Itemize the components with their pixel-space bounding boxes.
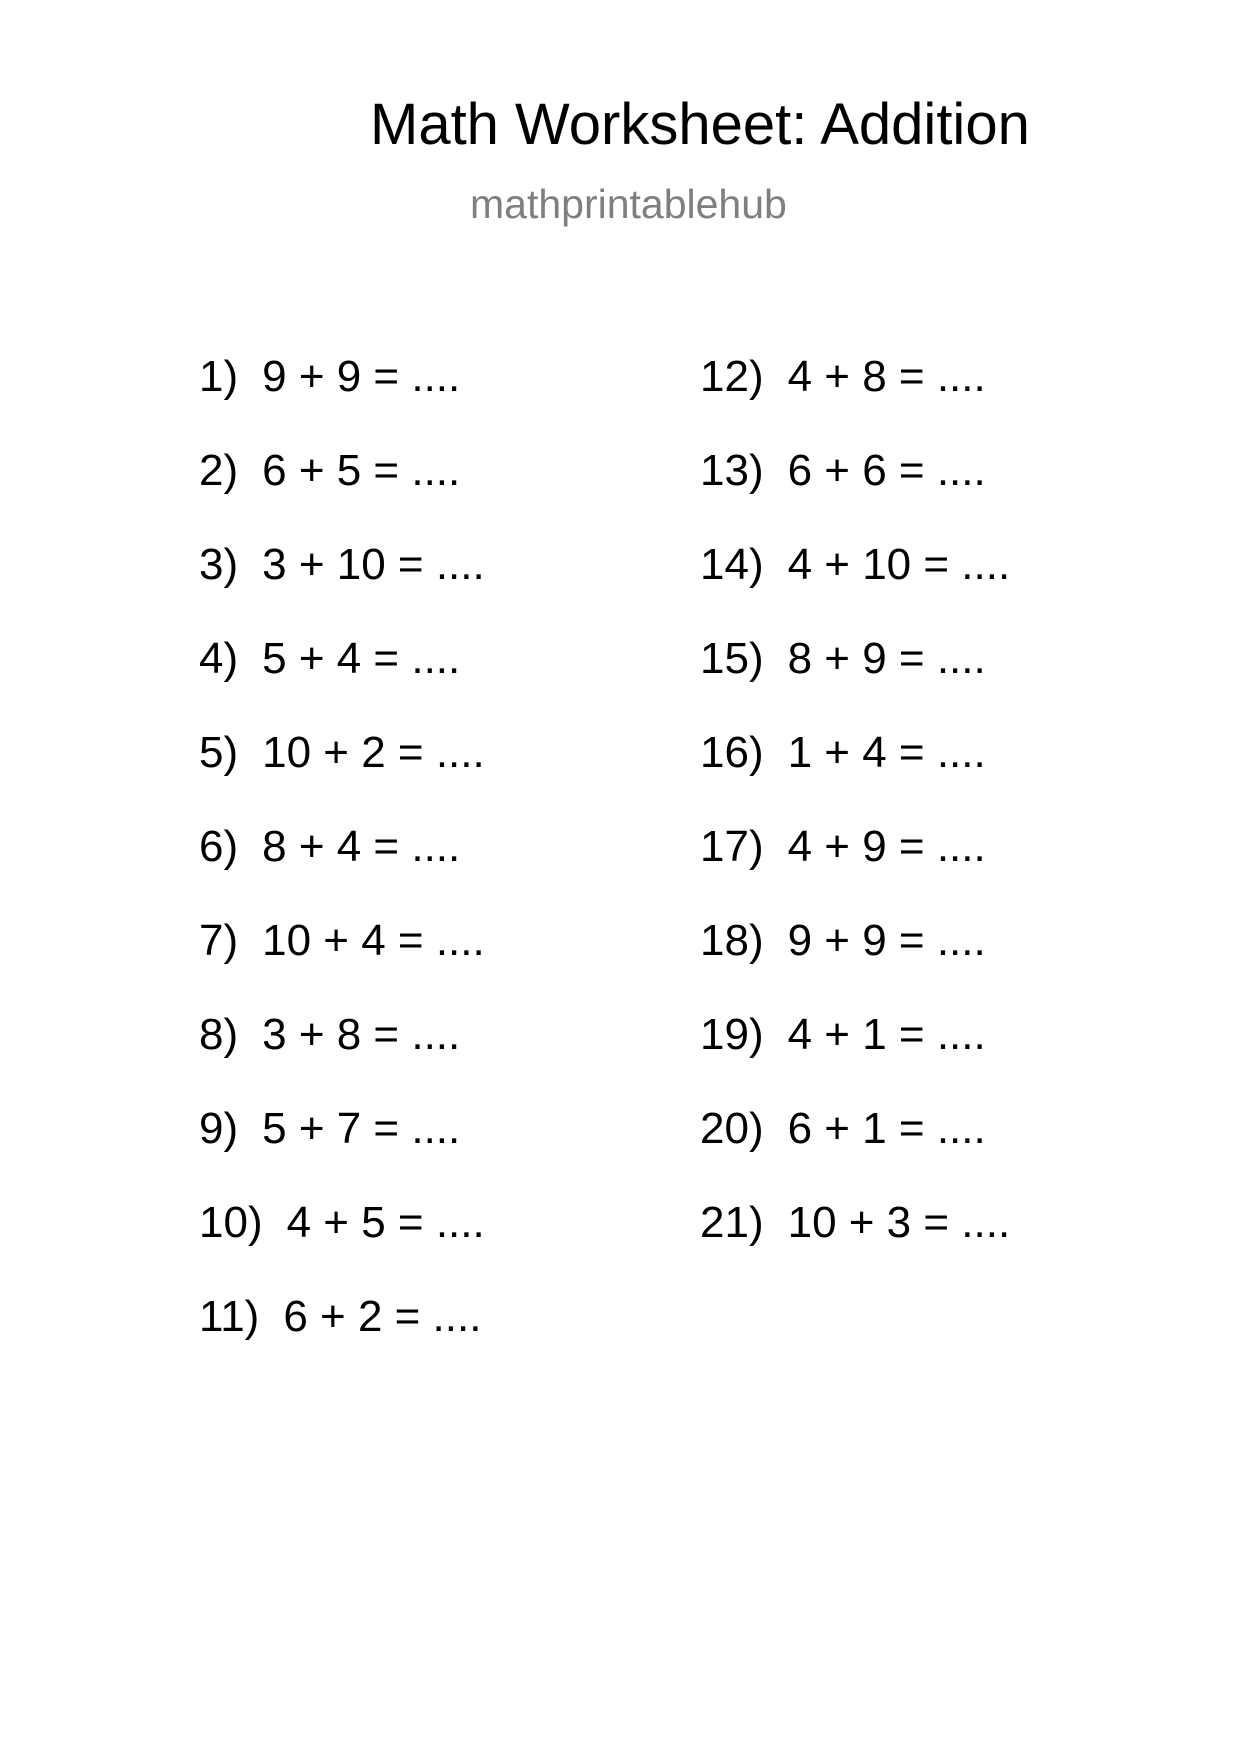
problem-expression: 3 + 8 = .... bbox=[262, 1010, 461, 1059]
problem-item bbox=[199, 1104, 461, 1153]
problem-expression: 10 + 4 = .... bbox=[262, 916, 485, 965]
problem-number: 19) bbox=[700, 1010, 764, 1059]
problem-expression: 8 + 9 = .... bbox=[787, 634, 986, 683]
problem-number: 5) bbox=[199, 728, 239, 777]
problem-expression: 9 + 9 = .... bbox=[262, 352, 461, 401]
problem-expression: 6 + 1 = .... bbox=[787, 1104, 986, 1153]
page-subtitle: mathprintablehub bbox=[470, 181, 787, 227]
problem-expression: 3 + 10 = .... bbox=[262, 540, 485, 589]
problem-expression: 6 + 6 = .... bbox=[787, 446, 986, 495]
problem-expression: 4 + 5 = .... bbox=[286, 1198, 485, 1247]
problem-expression: 8 + 4 = .... bbox=[262, 822, 461, 871]
problem-item bbox=[700, 728, 986, 777]
problem-item bbox=[199, 728, 485, 777]
problem-item bbox=[199, 1198, 485, 1247]
problem-item bbox=[199, 634, 461, 683]
problem-item bbox=[700, 634, 986, 683]
problem-expression: 4 + 9 = .... bbox=[787, 822, 986, 871]
problem-number: 18) bbox=[700, 916, 764, 965]
problem-expression: 9 + 9 = .... bbox=[787, 916, 986, 965]
problem-number: 20) bbox=[700, 1104, 764, 1153]
problem-number: 8) bbox=[199, 1010, 239, 1059]
problem-item bbox=[199, 916, 485, 965]
problem-expression: 5 + 7 = .... bbox=[262, 1104, 461, 1153]
problem-expression: 4 + 1 = .... bbox=[787, 1010, 986, 1059]
problem-expression: 4 + 8 = .... bbox=[787, 352, 986, 401]
problem-item bbox=[199, 1292, 482, 1341]
problem-expression: 6 + 5 = .... bbox=[262, 446, 461, 495]
problem-expression: 10 + 3 = .... bbox=[787, 1198, 1011, 1247]
problem-item bbox=[700, 1104, 986, 1153]
problem-item bbox=[700, 352, 986, 401]
problem-expression: 5 + 4 = .... bbox=[262, 634, 461, 683]
problem-item bbox=[199, 540, 485, 589]
problem-expression: 6 + 2 = .... bbox=[283, 1292, 482, 1341]
problem-expression: 1 + 4 = .... bbox=[787, 728, 986, 777]
problem-number: 17) bbox=[700, 822, 764, 871]
problem-expression: 4 + 10 = .... bbox=[787, 540, 1011, 589]
problem-item bbox=[199, 446, 461, 495]
problem-number: 2) bbox=[199, 446, 239, 495]
problem-number: 11) bbox=[199, 1292, 260, 1341]
problem-number: 6) bbox=[199, 822, 239, 871]
problem-item bbox=[700, 1198, 1011, 1247]
problem-number: 21) bbox=[700, 1198, 764, 1247]
problem-item bbox=[700, 540, 1011, 589]
problem-item bbox=[199, 1010, 461, 1059]
problem-number: 14) bbox=[700, 540, 764, 589]
problem-number: 16) bbox=[700, 728, 764, 777]
problem-number: 3) bbox=[199, 540, 239, 589]
problem-item bbox=[199, 352, 461, 401]
problem-number: 15) bbox=[700, 634, 764, 683]
problem-number: 7) bbox=[199, 916, 239, 965]
problem-item bbox=[700, 916, 986, 965]
problem-number: 9) bbox=[199, 1104, 239, 1153]
problem-expression: 10 + 2 = .... bbox=[262, 728, 485, 777]
problem-number: 4) bbox=[199, 634, 239, 683]
problem-number: 12) bbox=[700, 352, 764, 401]
page-title: Math Worksheet: Addition bbox=[370, 92, 1030, 157]
problem-item bbox=[700, 446, 986, 495]
problem-item bbox=[700, 822, 986, 871]
problem-item bbox=[199, 822, 461, 871]
problem-number: 13) bbox=[700, 446, 764, 495]
problem-item bbox=[700, 1010, 986, 1059]
problem-number: 10) bbox=[199, 1198, 263, 1247]
problem-number: 1) bbox=[199, 352, 239, 401]
